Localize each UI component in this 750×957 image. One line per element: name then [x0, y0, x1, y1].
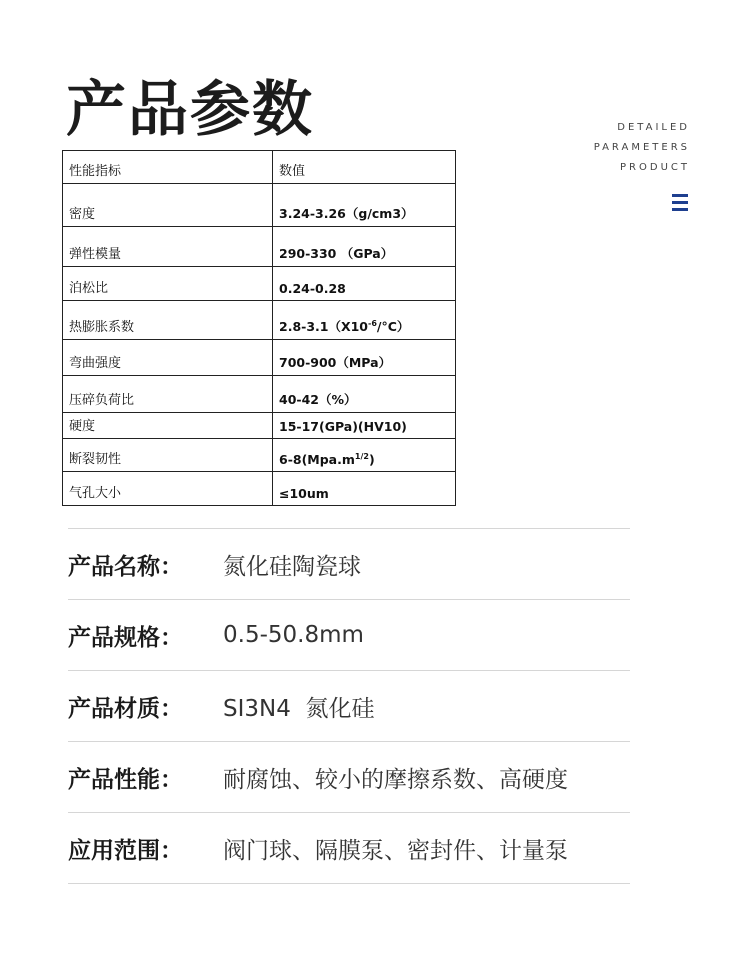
table-row [63, 267, 456, 301]
param-name: 硬度 [63, 413, 273, 439]
page-title: 产品参数 [66, 75, 314, 145]
param-value-superscript: 1/2 [354, 451, 369, 461]
param-value: 40-42（%） [273, 376, 456, 413]
table-row [63, 301, 456, 340]
param-name: 断裂韧性 [63, 439, 273, 472]
param-value-superscript: -6 [368, 318, 377, 328]
param-value: ≤10um [273, 472, 456, 506]
param-name: 泊松比 [63, 267, 273, 301]
side-caption-line: PARAMETERS [593, 142, 690, 153]
param-name: 密度 [63, 184, 273, 227]
side-caption [594, 118, 690, 178]
table-row [63, 340, 456, 376]
param-value-main: 2.8-3.1（X10 [279, 319, 369, 334]
param-value: 290-330 （GPa） [273, 227, 456, 267]
info-label: 产品材质： [68, 695, 183, 722]
table-header-row [63, 151, 456, 184]
table-row [63, 184, 456, 227]
param-value: 3.24-3.26（g/cm3） [273, 184, 456, 227]
param-value [273, 439, 456, 472]
side-caption-line: PRODUCT [620, 162, 690, 173]
param-value: 0.24-0.28 [273, 267, 456, 301]
param-name: 热膨胀系数 [63, 301, 273, 340]
param-value: 15-17(GPa)(HV10) [273, 413, 456, 439]
param-name: 气孔大小 [63, 472, 273, 506]
param-value-end: /°C） [376, 319, 410, 334]
param-value-end: ) [368, 452, 375, 467]
table-row [63, 413, 456, 439]
info-value: 耐腐蚀、较小的摩擦系数、高硬度 [223, 766, 568, 793]
info-label: 产品规格： [68, 624, 183, 651]
table-row [63, 472, 456, 506]
side-caption-line: DETAILED [617, 122, 690, 133]
menu-icon[interactable] [672, 194, 688, 214]
info-label: 应用范围： [68, 837, 183, 864]
info-row-performance [68, 741, 630, 812]
info-row-material [68, 670, 630, 741]
param-value [273, 301, 456, 340]
table-row [63, 376, 456, 413]
table-header-cell: 数值 [273, 151, 456, 184]
info-row-name [68, 528, 630, 599]
param-name: 压碎负荷比 [63, 376, 273, 413]
info-label: 产品性能： [68, 766, 183, 793]
info-row-application [68, 812, 630, 884]
info-value: 阀门球、隔膜泵、密封件、计量泵 [223, 837, 568, 864]
table-row [63, 227, 456, 267]
table-row [63, 439, 456, 472]
param-value-main: 6-8(Mpa.m [279, 452, 355, 467]
info-label: 产品名称： [68, 553, 183, 580]
param-name: 弯曲强度 [63, 340, 273, 376]
table-header-cell: 性能指标 [63, 151, 273, 184]
info-value: 氮化硅陶瓷球 [223, 553, 361, 580]
param-value: 700-900（MPa） [273, 340, 456, 376]
info-value: SI3N4 氮化硅 [223, 695, 375, 722]
parameters-table [62, 150, 456, 506]
param-name: 弹性模量 [63, 227, 273, 267]
product-info-list [68, 528, 630, 884]
info-value: 0.5-50.8mm [223, 622, 364, 648]
info-row-spec [68, 599, 630, 670]
